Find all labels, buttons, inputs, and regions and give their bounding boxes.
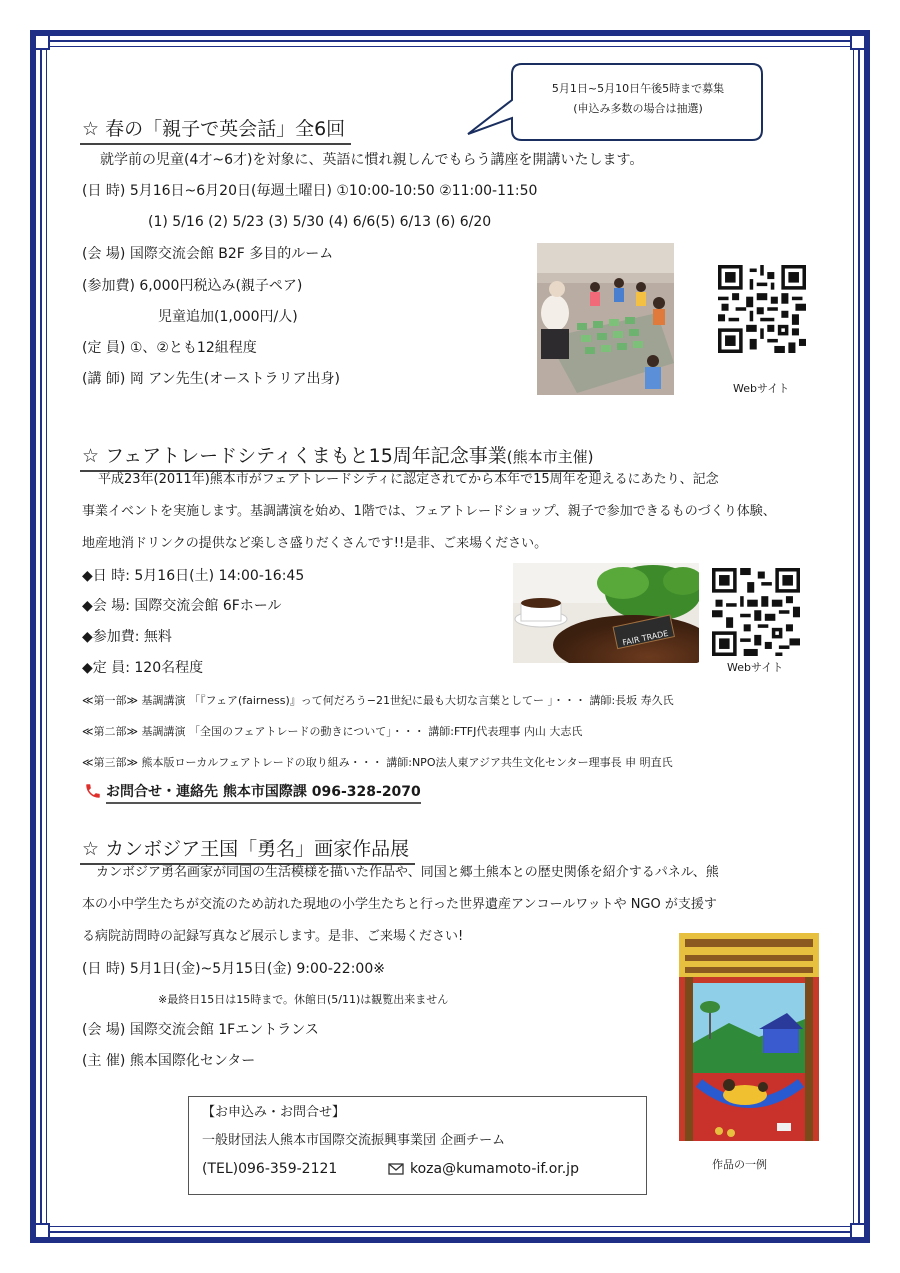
section2-venue: ◆会 場: 国際交流会館 6Fホール — [82, 598, 282, 614]
section2-part1: ≪第一部≫ 基調講演 「『フェア(fairness)』って何だろう−21世紀に最も大切な言葉としてー 」・・・ 講師:長坂 寿久氏 — [82, 694, 674, 707]
section2-part3: ≪第三部≫ 熊本版ローカルフェアトレードの取り組み・・・ 講師:NPO法人東アジア共生文化センター理事長 申 明直氏 — [82, 756, 673, 769]
fair-trade-sign: FAIR TRADE — [621, 628, 670, 648]
section3-note: ※最終日15日は15時まで。休館日(5/11)は観覧出来ません — [158, 993, 449, 1006]
frame-corner — [34, 1223, 50, 1239]
section2-part2: ≪第二部≫ 基調講演 「全国のフェアトレードの動きについて」・・・ 講師:FTFJ代表理事 内山 大志氏 — [82, 725, 583, 738]
section2-para1: 平成23年(2011年)熊本市がフェアトレードシティに認定されてから本年で15周年を迎えるにあたり、記念 — [98, 472, 719, 487]
section3-datetime: (日 時) 5月1日(金)~5月15日(金) 9:00-22:00※ — [82, 961, 385, 977]
section3-para3: る病院訪問時の記録写真など展示します。是非、ご来場ください! — [82, 929, 464, 944]
section3-para2: 本の小中学生たちが交流のため訪れた現地の小学生たちと行った世界遺産アンコールワットや NGO が支援す — [82, 897, 717, 912]
section3-venue: (会 場) 国際交流会館 1Fエントランス — [82, 1022, 319, 1038]
contact-email[interactable]: koza@kumamoto-if.or.jp — [410, 1161, 579, 1177]
phone-icon — [84, 782, 102, 800]
callout-line2: (申込み多数の場合は抽選) — [573, 102, 703, 115]
section2-datetime: ◆日 時: 5月16日(土) 14:00-16:45 — [82, 568, 305, 584]
section1-instructor: (講 師) 岡 アン先生(オーストラリア出身) — [82, 371, 340, 387]
mail-icon — [388, 1162, 404, 1176]
qr-code-icon[interactable] — [712, 568, 800, 656]
qr-code-icon[interactable] — [718, 265, 806, 353]
contact-tel[interactable]: (TEL)096-359-2121 — [202, 1161, 338, 1177]
english-class-photo — [537, 243, 674, 395]
frame-corner — [34, 34, 50, 50]
section1-fee: (参加費) 6,000円税込み(親子ペア) — [82, 278, 303, 294]
section1-datetime: (日 時) 5月16日~6月20日(毎週土曜日) ①10:00-10:50 ②11:00-11:50 — [82, 183, 538, 199]
section1-dates: (1) 5/16 (2) 5/23 (3) 5/30 (4) 6/6(5) 6/13 (6) 6/20 — [148, 214, 492, 230]
section2-qr-caption: Webサイト — [727, 661, 784, 674]
section1-title: ☆ 春の「親子で英会話」全6回 — [80, 114, 351, 145]
section2-para3: 地産地消ドリンクの提供など楽しさ盛りだくさんです!!是非、ご来場ください。 — [82, 536, 548, 551]
section2-title — [80, 441, 600, 472]
fair-trade-coffee-photo — [513, 563, 699, 663]
section1-fee-extra: 児童追加(1,000円/人) — [158, 309, 298, 325]
section2-title-suffix: (熊本市主催) — [506, 448, 594, 466]
section1-capacity: (定 員) ①、②とも12組程度 — [82, 340, 257, 356]
cambodian-painting-image — [679, 933, 819, 1141]
section2-capacity: ◆定 員: 120名程度 — [82, 660, 204, 676]
section3-title: ☆ カンボジア王国「勇名」画家作品展 — [80, 834, 415, 865]
section3-organizer: (主 催) 熊本国際化センター — [82, 1053, 256, 1069]
section2-para2: 事業イベントを実施します。基調講演を始め、1階では、フェアトレードショップ、親子で参加できるものづくり体験、 — [82, 504, 776, 519]
callout-line1: 5月1日~5月10日午後5時まで募集 — [551, 82, 725, 95]
section2-fee: ◆参加費: 無料 — [82, 629, 172, 645]
painting-caption: 作品の一例 — [712, 1158, 767, 1171]
section2-title-main: ☆ フェアトレードシティくまもと15周年記念事業 — [82, 445, 507, 467]
contact-org: 一般財団法人熊本市国際交流振興事業団 企画チーム — [202, 1133, 506, 1148]
frame-corner — [850, 1223, 866, 1239]
section3-para1: カンボジア勇名画家が同国の生活模様を描いた作品や、同国と郷土熊本との歴史関係を紹介するパネル、熊 — [96, 865, 719, 880]
section2-contact[interactable]: お問合せ・連絡先 熊本市国際課 096-328-2070 — [106, 781, 421, 804]
section1-intro: 就学前の児童(4才~6才)を対象に、英語に慣れ親しんでもらう講座を開講いたします。 — [100, 152, 644, 168]
section1-qr-caption: Webサイト — [733, 382, 790, 395]
section1-venue: (会 場) 国際交流会館 B2F 多目的ルーム — [82, 246, 334, 262]
contact-heading: 【お申込み・お問合せ】 — [202, 1105, 346, 1120]
frame-corner — [850, 34, 866, 50]
